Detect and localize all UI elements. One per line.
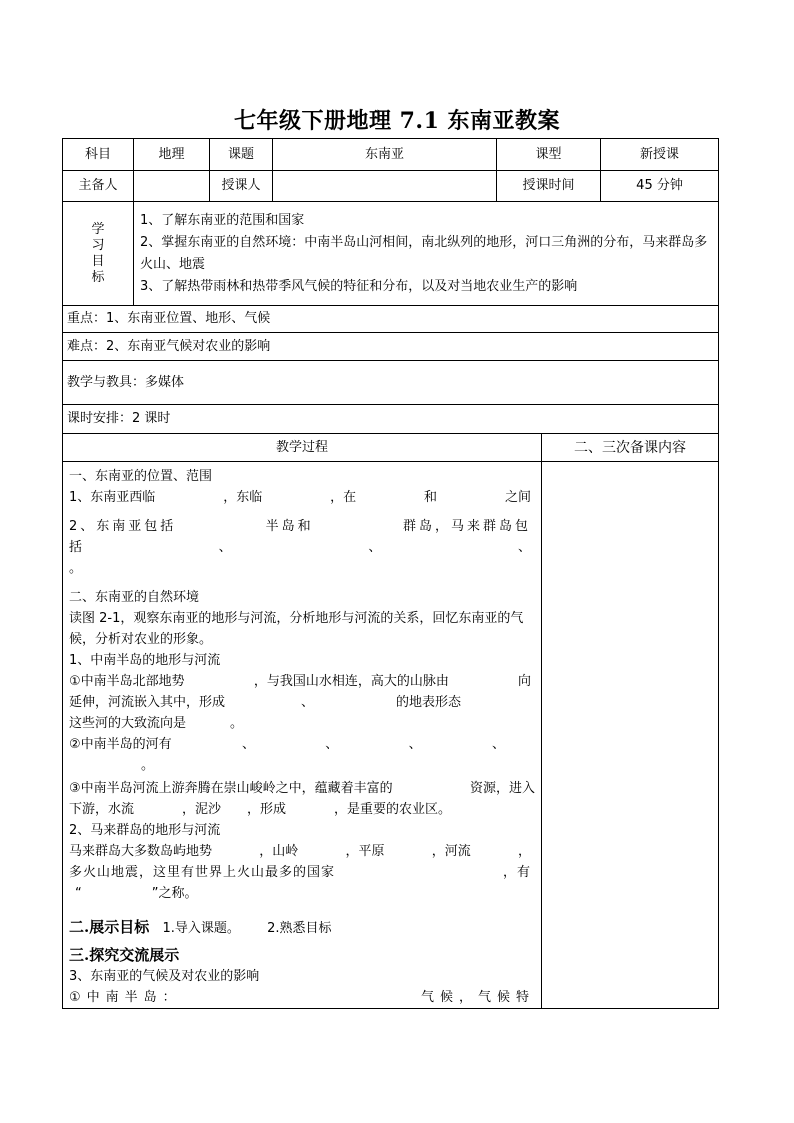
fill-text: ，在 [330, 490, 357, 505]
fill-text: ，是重要的农业区。 [334, 802, 452, 817]
fill-text: 、 [218, 540, 232, 555]
section-2-title: 二、东南亚的自然环境 [69, 590, 200, 605]
explore-heading: 三.探究交流展示 [69, 946, 180, 964]
fill-text: 、 [325, 737, 339, 752]
fill-text: ，有 [502, 865, 531, 880]
fill-line [69, 487, 531, 508]
objective-item: 3、了解热带雨林和热带季风气候的特征和分布，以及对当地农业生产的影响 [140, 278, 578, 294]
objectives-label-char: 习 [91, 237, 105, 253]
type-label: 课型 [497, 139, 601, 171]
fill-text: 、 [301, 695, 315, 710]
fill-text: 半岛和 [265, 519, 314, 534]
fill-line [69, 883, 537, 904]
fill-text: ，泥沙 [182, 802, 222, 817]
objectives-label-char: 目 [91, 253, 105, 269]
fill-text: 资源，进入 [469, 781, 535, 796]
teaching-tools: 教学与教具：多媒体 [63, 361, 719, 405]
fill-text: 多火山地震，这里有世界上火山最多的国家 [69, 865, 336, 880]
process-header: 教学过程 [63, 434, 542, 462]
subsection-title: 2、马来群岛的地形与河流 [69, 823, 221, 838]
section-1-title: 一、东南亚的位置、范围 [69, 469, 213, 484]
subject-label: 科目 [63, 139, 134, 171]
fill-text: 马来群岛大多数岛屿地势 [69, 844, 213, 859]
fill-line [69, 987, 535, 1008]
fill-text: ，东临 [223, 490, 263, 505]
objective-item: 1、了解东南亚的范围和国家 [140, 212, 305, 228]
fill-text: ①中南半岛： [69, 990, 182, 1005]
schedule: 课时安排：2 课时 [63, 405, 719, 434]
subsection-title: 1、中南半岛的地形与河流 [69, 653, 221, 668]
fill-text: 、 [491, 737, 505, 752]
subject-value: 地理 [134, 139, 210, 171]
fill-line [69, 671, 531, 692]
fill-text: 下游，水流 [69, 802, 135, 817]
fill-line: 。 [69, 561, 83, 576]
section-2-intro: 读图 2-1，观察东南亚的地形与河流，分析地形与河流的关系，回忆东南亚的气候，分析对农业的形象。 [69, 611, 524, 647]
revision-content [542, 462, 719, 1009]
fill-text: 之间 [504, 490, 531, 505]
fill-text: ，平原 [345, 844, 385, 859]
subsection-title: 3、东南亚的气候及对农业的影响 [69, 969, 260, 984]
heading-text: 二.展示目标 [69, 918, 150, 936]
fill-line [69, 799, 537, 820]
fill-text: 。 [230, 716, 244, 731]
fill-line [69, 841, 531, 862]
objectives-label-char: 学 [91, 221, 105, 237]
teacher-value [273, 171, 497, 202]
fill-line [69, 778, 535, 799]
fill-text: 、 [408, 737, 422, 752]
key-point: 重点：1、东南亚位置、地形、气候 [63, 306, 719, 333]
fill-text: 这些河的大致流向是 [69, 716, 187, 731]
fill-text: 2、东南亚包括 [69, 519, 177, 534]
fill-line [69, 713, 537, 734]
fill-text: 延伸，河流嵌入其中，形成 [69, 695, 226, 710]
heading-item: 2.熟悉目标 [267, 921, 332, 936]
duration-label: 授课时间 [497, 171, 601, 202]
fill-text: ③中南半岛河流上游奔腾在崇山峻岭之中，蕴藏着丰富的 [69, 781, 393, 796]
fill-text: 的地表形态 [396, 695, 462, 710]
display-goals-heading [69, 916, 537, 940]
revision-header: 二、三次备课内容 [542, 434, 719, 462]
fill-text: 、 [368, 540, 382, 555]
fill-text: 和 [424, 490, 438, 505]
fill-text: 气候，气候特 [420, 990, 535, 1005]
fill-text: ②中南半岛的河有 [69, 737, 172, 752]
lesson-plan-table [62, 138, 719, 1009]
fill-line [69, 862, 531, 883]
fill-text: ，与我国山水相连，高大的山脉由 [253, 674, 449, 689]
preparer-value [134, 171, 210, 202]
fill-text: 、 [517, 540, 531, 555]
preparer-label: 主备人 [63, 171, 134, 202]
fill-text: 括 [69, 540, 83, 555]
fill-text: ， [517, 844, 531, 859]
duration-value: 45 分钟 [601, 171, 719, 202]
fill-line [69, 734, 505, 755]
type-value: 新授课 [601, 139, 719, 171]
heading-item: 1.导入课题。 [162, 921, 240, 936]
fill-text: ”之称。 [151, 886, 198, 901]
fill-text: 群岛，马来群岛包 [402, 519, 531, 534]
objectives-label [63, 202, 134, 306]
fill-text: 向 [517, 674, 531, 689]
objective-item: 2、掌握东南亚的自然环境：中南半岛山河相间，南北纵列的地形，河口三角洲的分布，马来群岛多火山、地震 [140, 234, 708, 272]
fill-text: “ [75, 886, 82, 901]
fill-line [69, 692, 537, 713]
fill-text: ，河流 [431, 844, 471, 859]
objectives-content [134, 202, 719, 306]
topic-value: 东南亚 [273, 139, 497, 171]
topic-label: 课题 [210, 139, 273, 171]
fill-text: ①中南半岛北部地势 [69, 674, 185, 689]
fill-line [69, 537, 531, 558]
teacher-label: 授课人 [210, 171, 273, 202]
difficulty: 难点：2、东南亚气候对农业的影响 [63, 333, 719, 361]
fill-text: ，山岭 [259, 844, 299, 859]
fill-line: 。 [141, 758, 155, 773]
fill-text: 1、东南亚西临 [69, 490, 156, 505]
objectives-label-char: 标 [91, 269, 105, 285]
teaching-process [63, 462, 542, 1009]
document-title: 七年级下册地理 7.1 东南亚教案 [233, 108, 561, 134]
fill-line [69, 516, 531, 537]
fill-text: 、 [241, 737, 255, 752]
fill-text: ，形成 [247, 802, 287, 817]
